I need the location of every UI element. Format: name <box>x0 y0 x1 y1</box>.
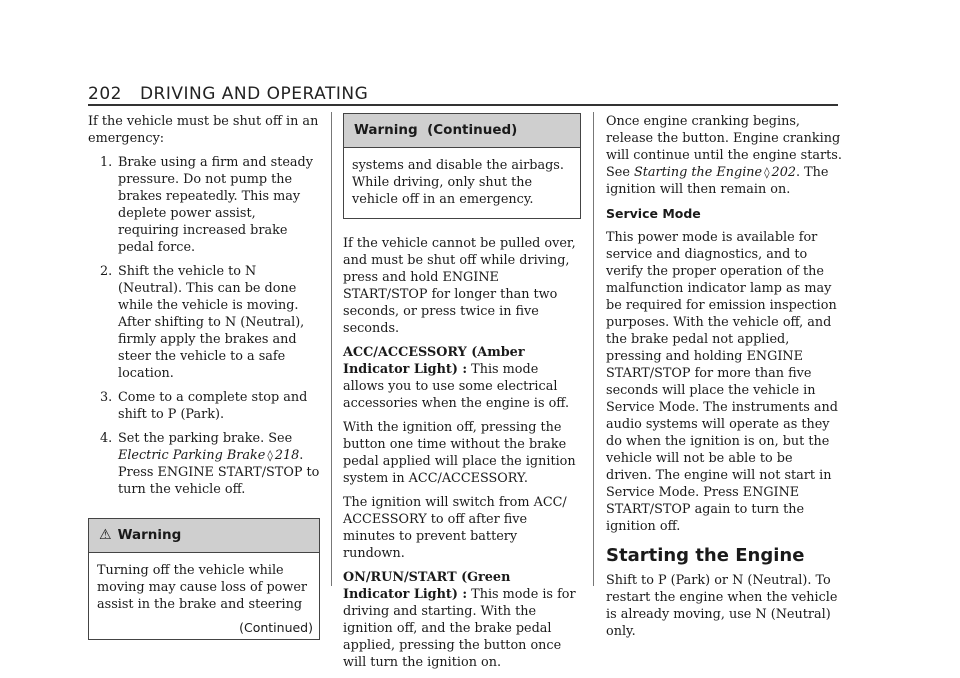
service-mode-paragraph: This power mode is available for service and diagnostics, and to verify the proper operation of the malfunction indicator lamp as may be required for emission inspection purposes. With the vehicle off, and the brake pedal not applied, pressing and holding ENGINE START/STOP for more than five seconds will place the vehicle in Service Mode. The instruments and audio systems will operate as they do when the ignition is on, but the vehicle will not be able to be driven. The engine will not start in Service Mode. Press ENGINE START/STOP again to turn the ignition off. <box>606 230 838 534</box>
page-ref-arrow-icon: ◊ <box>764 166 770 179</box>
warning-continued-body: systems and disable the airbags. While driving, only shut the vehicle off in an emergency. <box>352 158 564 207</box>
step-item <box>88 154 320 256</box>
on-term: ON/RUN/START (Green Indicator Light) : <box>343 570 511 602</box>
step-item: 4. Set the parking brake. See Electric Parking Brake ◊ 218. Press ENGINE START/STOP to turn the vehicle off. <box>100 431 320 497</box>
warning-header <box>89 519 319 553</box>
warning-body: Turning off the vehicle while moving may cause loss of power assist in the brake and steering <box>97 563 308 612</box>
step-text-2: Press ENGINE START/STOP to turn the vehicle off. <box>118 465 320 497</box>
step-number: 1. <box>100 155 113 170</box>
step-item <box>88 389 320 423</box>
cranking-text: Once engine cranking begins, release the button. Engine cranking will continue until the engine starts. See <box>606 114 842 180</box>
warning-continued-header: Warning (Continued) <box>344 114 580 148</box>
emergency-steps <box>88 154 320 498</box>
parking-brake-link[interactable]: Electric Parking Brake <box>118 448 266 463</box>
parking-brake-page[interactable]: 218 <box>274 448 300 463</box>
starting-engine-page[interactable]: 202 <box>771 165 796 180</box>
service-mode-heading: Service Mode <box>606 206 701 221</box>
section-title: DRIVING AND OPERATING <box>139 84 369 104</box>
warning-continued: (Continued) <box>239 620 313 635</box>
step-item <box>88 263 320 382</box>
starting-engine-paragraph: Shift to P (Park) or N (Neutral). To restart the engine when the vehicle is already moving, use N (Neutral) only. <box>606 573 838 639</box>
acc-press-paragraph: With the ignition off, pressing the button one time without the brake pedal applied will place the ignition system in ACC/ACCESSORY. <box>343 420 576 486</box>
on-paragraph <box>343 569 581 671</box>
column-divider-2 <box>593 112 594 586</box>
step-number: 2. <box>100 264 113 279</box>
step-number: 3. <box>100 390 113 405</box>
warning-triangle-icon: ⚠ <box>99 527 112 543</box>
step-text: Brake using a firm and steady pressure. Do not pump the brakes repeatedly. This may deplete power assist, requiring increased brake pedal force. <box>118 155 313 255</box>
column-1 <box>88 113 320 640</box>
acc-paragraph <box>343 344 581 412</box>
emergency-intro: If the vehicle must be shut off in an emergency: <box>88 114 319 146</box>
step-text: Come to a complete stop and shift to P (Park). <box>118 390 308 422</box>
header-rule <box>88 104 838 106</box>
starting-engine-link[interactable]: Starting the Engine <box>634 165 763 180</box>
page-number: 202 <box>88 84 122 104</box>
warning-title: Warning <box>117 527 182 543</box>
acc-text: This mode allows you to use some electrical accessories when the engine is off. <box>343 362 570 411</box>
step-number: 4. <box>100 431 113 446</box>
cranking-text-2: . The ignition will then remain on. <box>606 165 829 197</box>
on-text: This mode is for driving and starting. With the ignition off, and the brake pedal applied, pressing the button once will turn the ignition on. <box>343 587 576 670</box>
pull-over-paragraph: If the vehicle cannot be pulled over, and must be shut off while driving, press and hold ENGINE START/STOP for longer than two seconds, or press twice in five seconds. <box>343 236 576 336</box>
warning-box <box>88 518 320 640</box>
step-text: Set the parking brake. See <box>118 431 293 446</box>
column-3 <box>606 113 842 647</box>
cranking-paragraph <box>606 113 842 198</box>
starting-engine-heading: Starting the Engine <box>606 545 805 566</box>
warning-continued-box <box>343 113 581 219</box>
column-2 <box>343 113 581 678</box>
page-header <box>88 84 836 104</box>
acc-timeout-paragraph: The ignition will switch from ACC/ ACCESSORY to off after five minutes to prevent battery rundown. <box>343 495 567 561</box>
column-divider-1 <box>331 112 332 586</box>
page-ref-arrow-icon: ◊ <box>267 449 273 462</box>
acc-term: ACC/ACCESSORY (Amber Indicator Light) : <box>343 345 525 377</box>
step-text: Shift the vehicle to N (Neutral). This can be done while the vehicle is moving. After shifting to N (Neutral), firmly apply the brakes and steer the vehicle to a safe location. <box>118 264 305 381</box>
